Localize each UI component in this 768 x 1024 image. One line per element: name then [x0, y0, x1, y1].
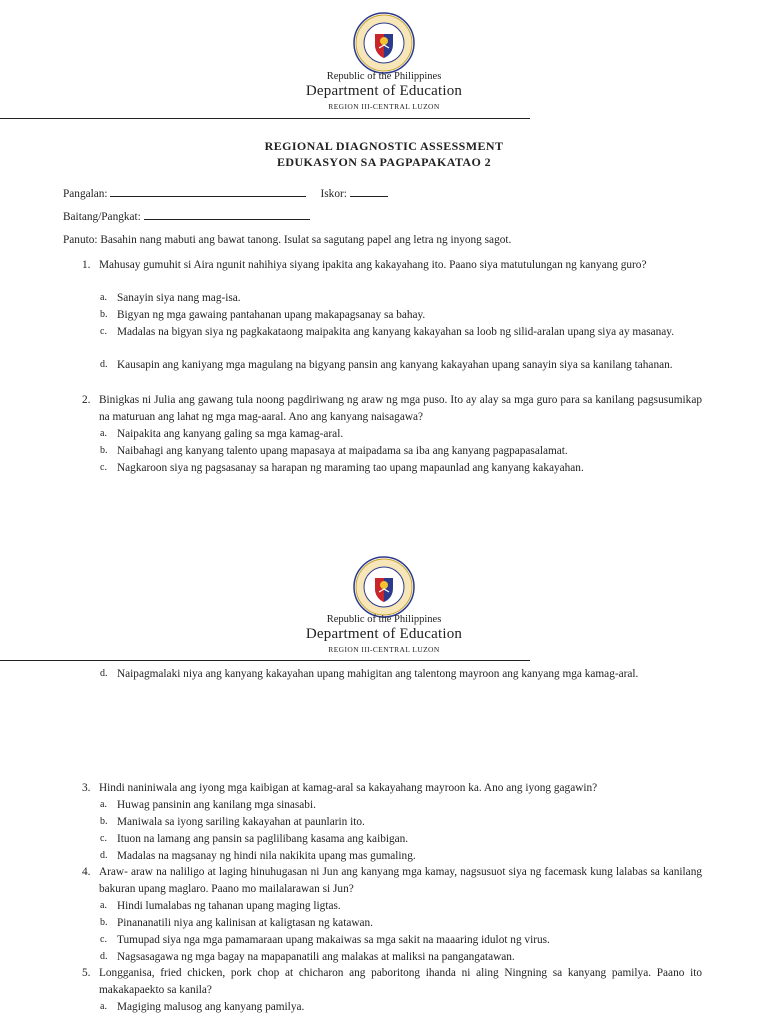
option-letter: c. [100, 934, 107, 945]
option-text: Nagsasagawa ng mga bagay na mapapanatili ang malakas at maliksi na pangangatawan. [117, 951, 515, 963]
department-title: Department of Education [305, 83, 463, 99]
region-label: REGION III-CENTRAL LUZON [328, 102, 440, 111]
deped-seal-logo [353, 12, 415, 74]
option-text: Tumupad siya nga mga pamamaraan upang makaiwas sa mga sakit na maaaring idulot ng virus. [117, 934, 550, 946]
question-text: Hindi naniniwala ang iyong mga kaibigan at kamag-aral sa kakayahang mayroon ka. Ano ang iyong gagawin? [99, 782, 598, 794]
option-text: Naipagmalaki niya ang kanyang kakayahan upang mahigitan ang talentong mayroon ang kanyang mga kamag-aral. [117, 668, 639, 680]
option-letter: d. [100, 951, 108, 962]
option-letter: c. [100, 326, 107, 337]
grade-field [63, 208, 310, 226]
option-text: Naipakita ang kanyang galing sa mga kamag-aral. [117, 428, 344, 440]
question-number: 4. [82, 866, 91, 878]
score-blank [350, 185, 388, 197]
option-text: Hindi lumalabas ng tahanan upang maging ligtas. [117, 900, 341, 912]
region-label: REGION III-CENTRAL LUZON [328, 645, 440, 654]
question-number: 1. [82, 259, 91, 271]
option-text: Ituon na lamang ang pansin sa paglilibang kasama ang kaibigan. [117, 833, 409, 845]
option-letter: d. [100, 850, 108, 861]
option-text: Madalas na magsanay ng hindi nila nakikita upang mas gumaling. [117, 850, 416, 862]
header-rule [0, 660, 530, 661]
option-letter: b. [100, 309, 108, 320]
option-text: Naibahagi ang kanyang talento upang mapasaya at maipadama sa iba ang kanyang pagpapasalamat. [117, 445, 568, 457]
option-letter: d. [100, 668, 108, 679]
instructions: Panuto: Basahin nang mabuti ang bawat tanong. Isulat sa sagutang papel ang letra ng inyong sagot. [63, 234, 512, 246]
name-label: Pangalan: [63, 188, 108, 200]
question-text: Araw- araw na naliligo at laging hinuhugasan ni Jun ang kanyang mga kamay, nagsusuot siya ng facemask kung lalabas sa kanilang bakuran upang maglaro. Paano mo mailalarawan si Jun? [99, 866, 702, 895]
question-text: Longganisa, fried chicken, pork chop at chicharon ang paboritong ihanda ni aling Ningning sa kanyang pamilya. Paano ito makakapaekto sa kanila? [99, 967, 702, 996]
grade-blank [144, 208, 310, 220]
score-label: Iskor: [320, 188, 347, 200]
name-field [63, 185, 388, 203]
name-blank [110, 185, 306, 197]
option-text: Bigyan ng mga gawaing pantahanan upang makapagsanay sa bahay. [117, 309, 426, 321]
option-letter: a. [100, 1001, 107, 1012]
option-letter: a. [100, 428, 107, 439]
deped-seal-logo [353, 556, 415, 618]
option-text: Sanayin siya nang mag-isa. [117, 292, 241, 304]
assessment-title: REGIONAL DIAGNOSTIC ASSESSMENT [264, 139, 504, 153]
option-text: Nagkaroon siya ng pagsasanay sa harapan ng maraming tao upang mapaunlad ang kanyang kakayahan. [117, 462, 584, 474]
option-text: Magiging malusog ang kanyang pamilya. [117, 1001, 305, 1013]
header-rule [0, 118, 530, 119]
option-text: Huwag pansinin ang kanilang mga sinasabi. [117, 799, 316, 811]
option-letter: b. [100, 917, 108, 928]
question-number: 3. [82, 782, 91, 794]
subject-title: EDUKASYON SA PAGPAPAKATAO 2 [276, 155, 492, 169]
option-letter: b. [100, 816, 108, 827]
option-letter: d. [100, 359, 108, 370]
question-number: 2. [82, 394, 91, 406]
option-letter: a. [100, 799, 107, 810]
question-number: 5. [82, 967, 91, 979]
option-text: Kausapin ang kaniyang mga magulang na bigyang pansin ang kanyang kakayahan upang sanayin siya sa kanilang tahanan. [117, 359, 673, 371]
republic-label: Republic of the Philippines [326, 71, 442, 82]
option-letter: c. [100, 462, 107, 473]
grade-label: Baitang/Pangkat: [63, 211, 141, 223]
option-letter: b. [100, 445, 108, 456]
option-text: Madalas na bigyan siya ng pagkakataong maipakita ang kanyang kakayahan sa loob ng silid-aralan upang siya ay masanay. [117, 326, 675, 338]
question-text: Mahusay gumuhit si Aira ngunit nahihiya siyang ipakita ang kakayahang ito. Paano siya matutulungan ng kanyang guro? [99, 259, 647, 271]
option-letter: a. [100, 900, 107, 911]
question-text: Binigkas ni Julia ang gawang tula noong pagdiriwang ng araw ng mga puso. Ito ay alay sa mga guro para sa kanilang pagsusumikap na maturuan ang lahat ng mga mag-aaral. Ano ang kanyang naisagawa? [99, 394, 702, 423]
option-text: Pinananatili niya ang kalinisan at kaligtasan ng katawan. [117, 917, 373, 929]
department-title: Department of Education [305, 626, 463, 642]
option-letter: c. [100, 833, 107, 844]
option-text: Maniwala sa iyong sariling kakayahan at paunlarin ito. [117, 816, 365, 828]
republic-label: Republic of the Philippines [326, 614, 442, 625]
option-letter: a. [100, 292, 107, 303]
